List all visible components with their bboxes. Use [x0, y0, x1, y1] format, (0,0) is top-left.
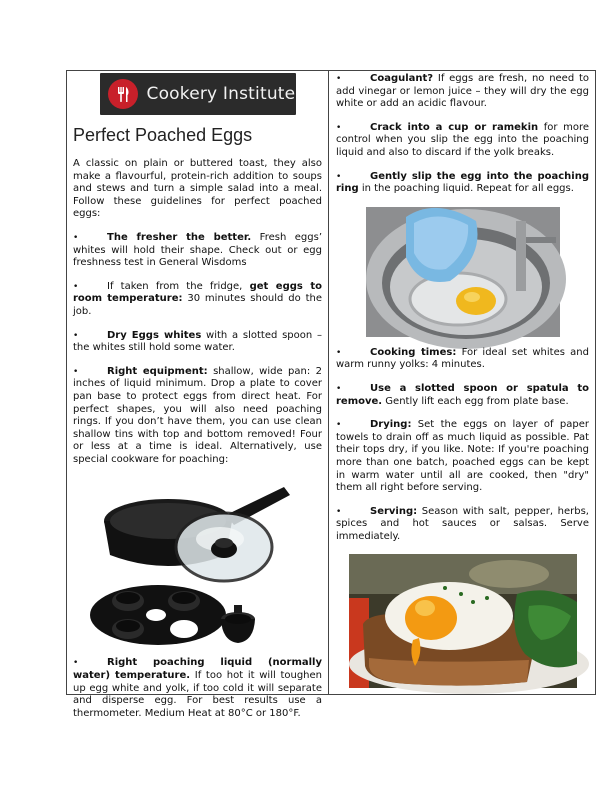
fork-knife-icon	[108, 79, 138, 109]
right-column	[329, 71, 595, 694]
list-item-cooking-times: • Cooking times: For ideal set whites and warm runny yolks: 4 minutes.	[336, 346, 589, 371]
list-item-slip: • Gently slip the egg into the poaching ring in the poaching liquid. Repeat for all eggs.	[336, 170, 589, 195]
bullet-icon: •	[73, 232, 79, 243]
list-item-crack: • Crack into a cup or ramekin for more control when you slip the egg into the poaching liquid and also to discard if the yolk breaks.	[336, 121, 589, 158]
list-item-room-temp: • If taken from the fridge, get eggs to room temperature: 30 minutes should do the job.	[73, 280, 322, 317]
egg-into-ring-photo	[366, 207, 560, 337]
bullet-icon: •	[336, 171, 342, 182]
bullet-icon: •	[73, 281, 79, 292]
cookery-institute-logo	[100, 73, 296, 115]
left-column	[67, 71, 329, 719]
list-item-poaching-liquid: • Right poaching liquid (normally water) temperature. If too hot it will toughen up egg white and yolk, if too cold it will separate and disperse egg. For best results use a thermometer. Medium Heat at 80°C or 180°F.	[73, 657, 322, 719]
intro-paragraph: A classic on plain or buttered toast, they also make a flavourful, protein-rich addition to soups and stews and turn a simple salad into a meal. Follow these guidelines for perfect poached eggs:	[73, 158, 322, 220]
list-item-serving: • Serving: Season with salt, pepper, herbs, spices and hot sauces or salsas. Serve immediately.	[336, 505, 589, 542]
document-table	[66, 70, 596, 719]
bullet-icon: •	[336, 506, 342, 517]
list-item-dry-whites: • Dry Eggs whites with a slotted spoon – the whites still hold some water.	[73, 329, 322, 354]
list-item-fresher: • The fresher the better. Fresh eggs’ whites will hold their shape. Check out or egg freshness test in General Wisdoms	[73, 231, 322, 269]
bullet-icon: •	[336, 122, 342, 133]
bullet-icon: •	[336, 347, 342, 358]
bullet-icon: •	[336, 383, 342, 394]
bullet-icon: •	[73, 366, 79, 377]
list-item-coagulant: • Coagulant? If eggs are fresh, no need to add vinegar or lemon juice – they will dry the egg white or add an acidic flavour.	[336, 73, 589, 110]
poaching-pan-image	[88, 477, 308, 653]
logo-text: Cookery Institute	[146, 84, 296, 104]
bullet-icon: •	[73, 658, 79, 669]
list-item-equipment: • Right equipment: shallow, wide pan: 2 inches of liquid minimum. Drop a plate to cover pan base to protect eggs from direct heat. For perfect shapes, you will also need poaching rings. If you don’t have them, you can use clean shallow tins with top and bottom removed! Four or less at a time is ideal. Alternatively, use special cookware for poaching:	[73, 365, 322, 465]
poached-egg-on-toast-photo	[349, 554, 577, 688]
bullet-icon: •	[73, 330, 79, 341]
list-item-remove: • Use a slotted spoon or spatula to remove. Gently lift each egg from plate base.	[336, 382, 589, 407]
bullet-icon: •	[336, 74, 342, 84]
list-item-drying: • Drying: Set the eggs on layer of paper towels to drain off as much liquid as possible. Pat their tops dry, if you like. Note: If you're poaching more than one batch, poached eggs can be kept in warm water until all are cooked, then "dry" them all right before serving.	[336, 419, 589, 494]
bullet-icon: •	[336, 420, 342, 431]
page-title: Perfect Poached Eggs	[73, 125, 253, 145]
